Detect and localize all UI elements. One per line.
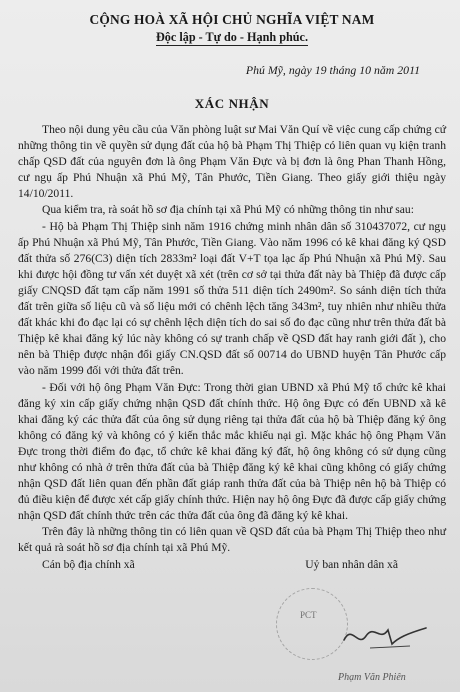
paragraph-request: Theo nội dung yêu cầu của Văn phòng luật sư Mai Văn Quí về việc cung cấp chứng cứ những thông tin về quyền sử dụng đất của hộ bà Phạm Thị Thiệp có liên quan vụ kiện tranh chấp QSD đất của nguyên đơn là ông Phạm Văn Đực và bị đơn là ông Phan Thanh Hồng, cư ngụ ấp Phú Nhuận xã Phú Mỹ, Tân Phước, Tiền Giang. Theo giấy giới thiệu ngày 14/10/2011. <box>18 123 446 201</box>
document-date: Phú Mỹ, ngày 19 tháng 10 năm 2011 <box>245 63 420 77</box>
document-body <box>18 122 446 557</box>
handwritten-signature <box>340 618 430 654</box>
paragraph-thiep: - Hộ bà Phạm Thị Thiệp sinh năm 1916 chứng minh nhân dân số 310437072, cư ngụ ấp Phú Nhuận xã Phú Mỹ, Tân Phước, Tiền Giang. Vào năm 1996 có kê khai đăng ký QSD đất thửa số 276(C3) diện tích 2833m² loại đất V+T tọa lạc ấp Phú Nhuận xã Phú Mỹ. Sau khi được hội đồng tư vấn xét duyệt xã xét (trên cơ sở tại thửa đất này bà Thiệp đã được cấp giấy CNQSD đất tạm cấp năm 1991 số thửa 511 diện tích 2490m². So sánh diện tích thửa đất trên giữa số liệu cũ và số liệu mới có chênh lệch tăng 343m², tuy nhiên như nhiều thửa đất khác khi đo đạc lại có sự chênh lệch diện tích do sai số đo đạc cũng như trên thửa đất bà Thiệp kê khai đăng ký lúc này không có sự tranh chấp về QSD đất hay ranh giới đất ), cho nên bà Thiệp được nhận đổi giấy CN.QSD đất số 00714 do UBND huyện Tân Phước cấp vào năm 1999 đối với thửa đất trên. <box>18 219 446 378</box>
motto-text: Độc lập - Tự do - Hạnh phúc. <box>155 30 309 44</box>
signature-left-label: Cán bộ địa chính xã <box>42 557 135 571</box>
signature-row <box>18 557 446 573</box>
official-stamp <box>276 588 348 660</box>
signer-name: Phạm Văn Phiên <box>338 672 406 683</box>
signature-right-label: Uỷ ban nhân dân xã <box>305 557 398 571</box>
document-title: XÁC NHẬN <box>194 96 270 111</box>
paragraph-duc: - Đối với hộ ông Phạm Văn Đực: Trong thời gian UBND xã Phú Mỹ tổ chức kê khai đăng ký xin cấp giấy chứng nhận QSD đất chính thức. Hộ ông Đực có đến UBND xã kê khai đăng ký các thửa đất của ông sử dụng riêng tại thửa đất của hộ bà Thiệp đăng ký ông không có đăng ký và không có ý kiến thắc mắc khiếu nại gì. Mặc khác hộ ông Phạm Văn Đực trong thời điểm đo đạc, tổ chức kê khai đăng ký đất, hộ ông không có sử dụng cũng như không có nhà ở trên thửa đất của bà Thiệp đăng ký kê khai cũng không có giấy chứng nhận QSD đất liên quan đến phần đất giáp ranh thửa đất của bà Thiệp nên hộ bà Thiệp có đủ điều kiện để được xét cấp giấy chính thức. Hiện nay hộ ông Đực đã được cấp giấy chứng nhận QSD đất chính thức trên các thửa đất của ông đã đăng ký kê khai. <box>18 380 446 523</box>
national-motto <box>18 30 446 45</box>
national-header: CỘNG HOÀ XÃ HỘI CHỦ NGHĨA VIỆT NAM <box>89 12 375 27</box>
paragraph-conclusion: Trên đây là những thông tin có liên quan về QSD đất của bà Phạm Thị Thiệp theo như kết quả rà soát hồ sơ địa chính tại xã Phú Mỹ. <box>18 525 446 555</box>
stamp-text: PCT <box>300 610 317 620</box>
paragraph-review: Qua kiểm tra, rà soát hồ sơ địa chính tại xã Phú Mỹ có những thông tin như sau: <box>42 203 414 217</box>
